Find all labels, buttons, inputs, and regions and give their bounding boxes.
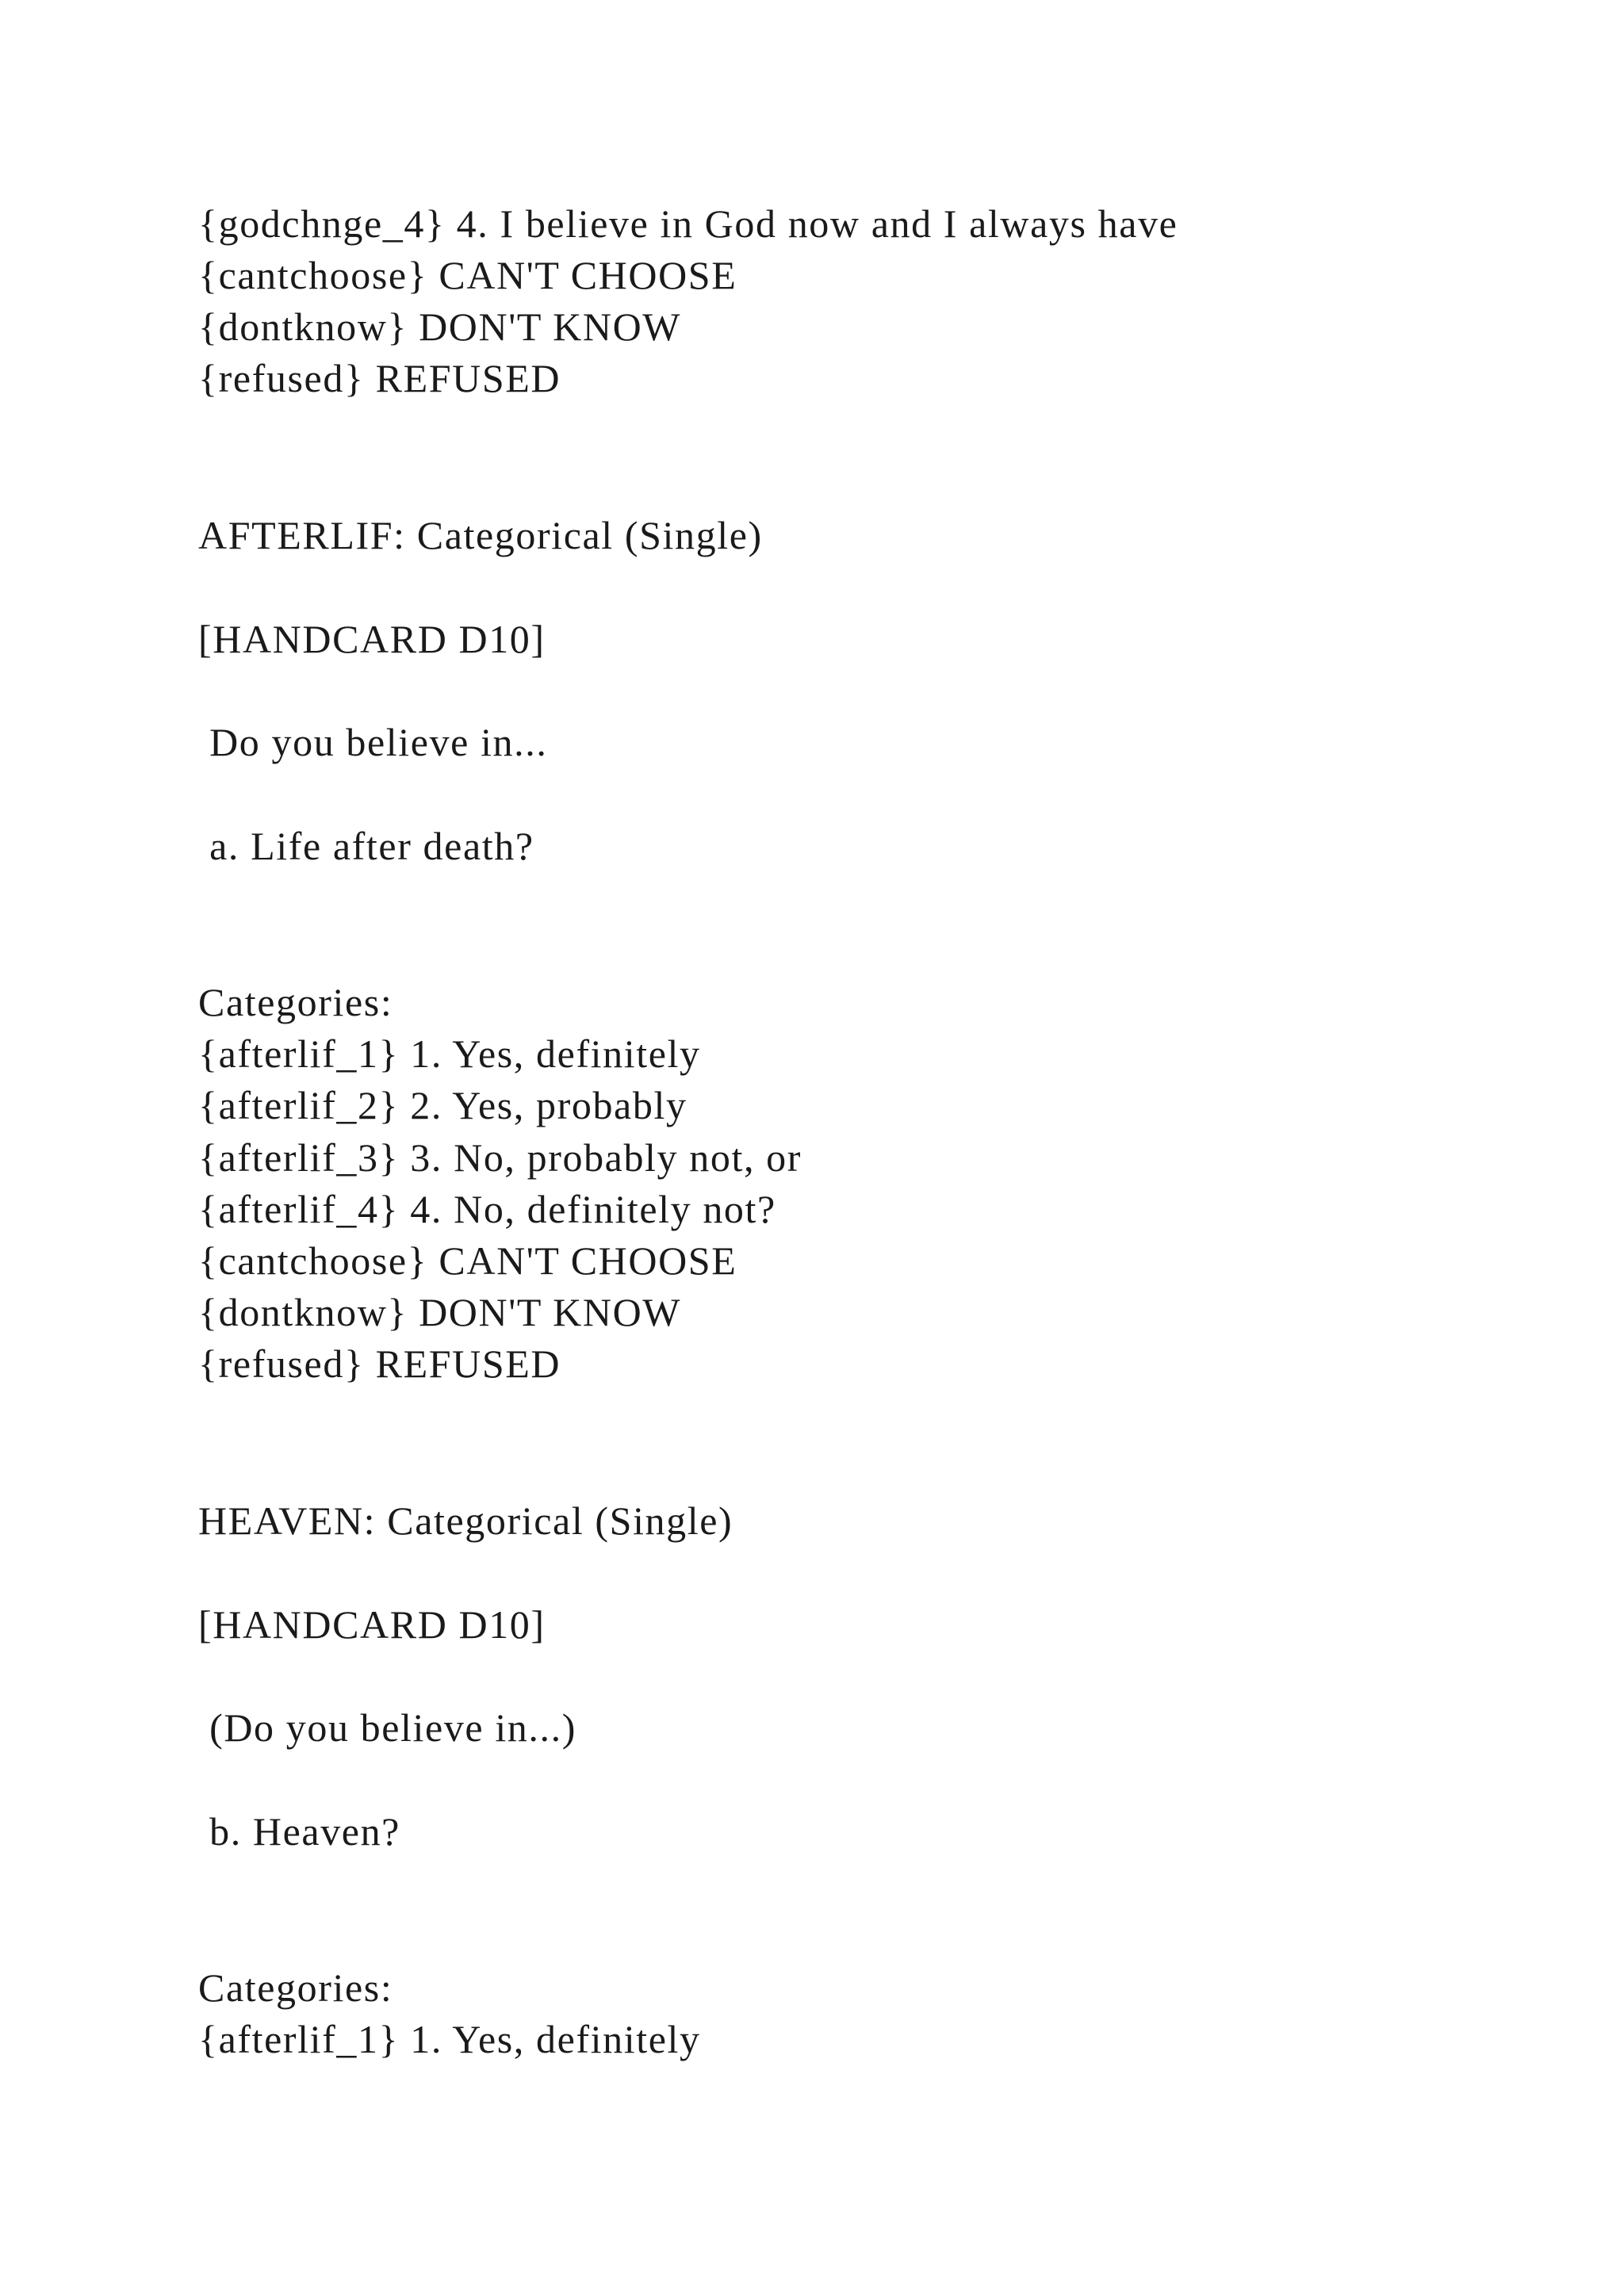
refused-option: {refused} REFUSED — [198, 356, 561, 400]
refused-option: {refused} REFUSED — [198, 1341, 561, 1386]
afterlif-question-item: a. Life after death? — [198, 824, 534, 868]
dontknow-option: {dontknow} DON'T KNOW — [198, 1290, 682, 1334]
dontknow-option: {dontknow} DON'T KNOW — [198, 304, 682, 349]
afterlif-1-option: {afterlif_1} 1. Yes, definitely — [198, 1031, 701, 1076]
heaven-handcard: [HANDCARD D10] — [198, 1602, 546, 1647]
afterlif-categories-label: Categories: — [198, 980, 393, 1024]
afterlif-3-option: {afterlif_3} 3. No, probably not, or — [198, 1135, 802, 1180]
heaven-question-item: b. Heaven? — [198, 1809, 400, 1854]
cantchoose-option: {cantchoose} CAN'T CHOOSE — [198, 253, 737, 297]
afterlif-2-option: {afterlif_2} 2. Yes, probably — [198, 1083, 688, 1127]
heaven-question-stem: (Do you believe in...) — [198, 1705, 576, 1750]
godchnge-4-option: {godchnge_4} 4. I believe in God now and I always have — [198, 201, 1178, 246]
cantchoose-option: {cantchoose} CAN'T CHOOSE — [198, 1238, 737, 1283]
heaven-question-header: HEAVEN: Categorical (Single) — [198, 1498, 733, 1543]
heaven-afterlif-1-option: {afterlif_1} 1. Yes, definitely — [198, 2017, 701, 2061]
afterlif-handcard: [HANDCARD D10] — [198, 617, 546, 661]
heaven-categories-label: Categories: — [198, 1965, 393, 2010]
afterlif-question-stem: Do you believe in... — [198, 720, 548, 764]
afterlif-4-option: {afterlif_4} 4. No, definitely not? — [198, 1187, 776, 1231]
afterlif-question-header: AFTERLIF: Categorical (Single) — [198, 513, 763, 557]
